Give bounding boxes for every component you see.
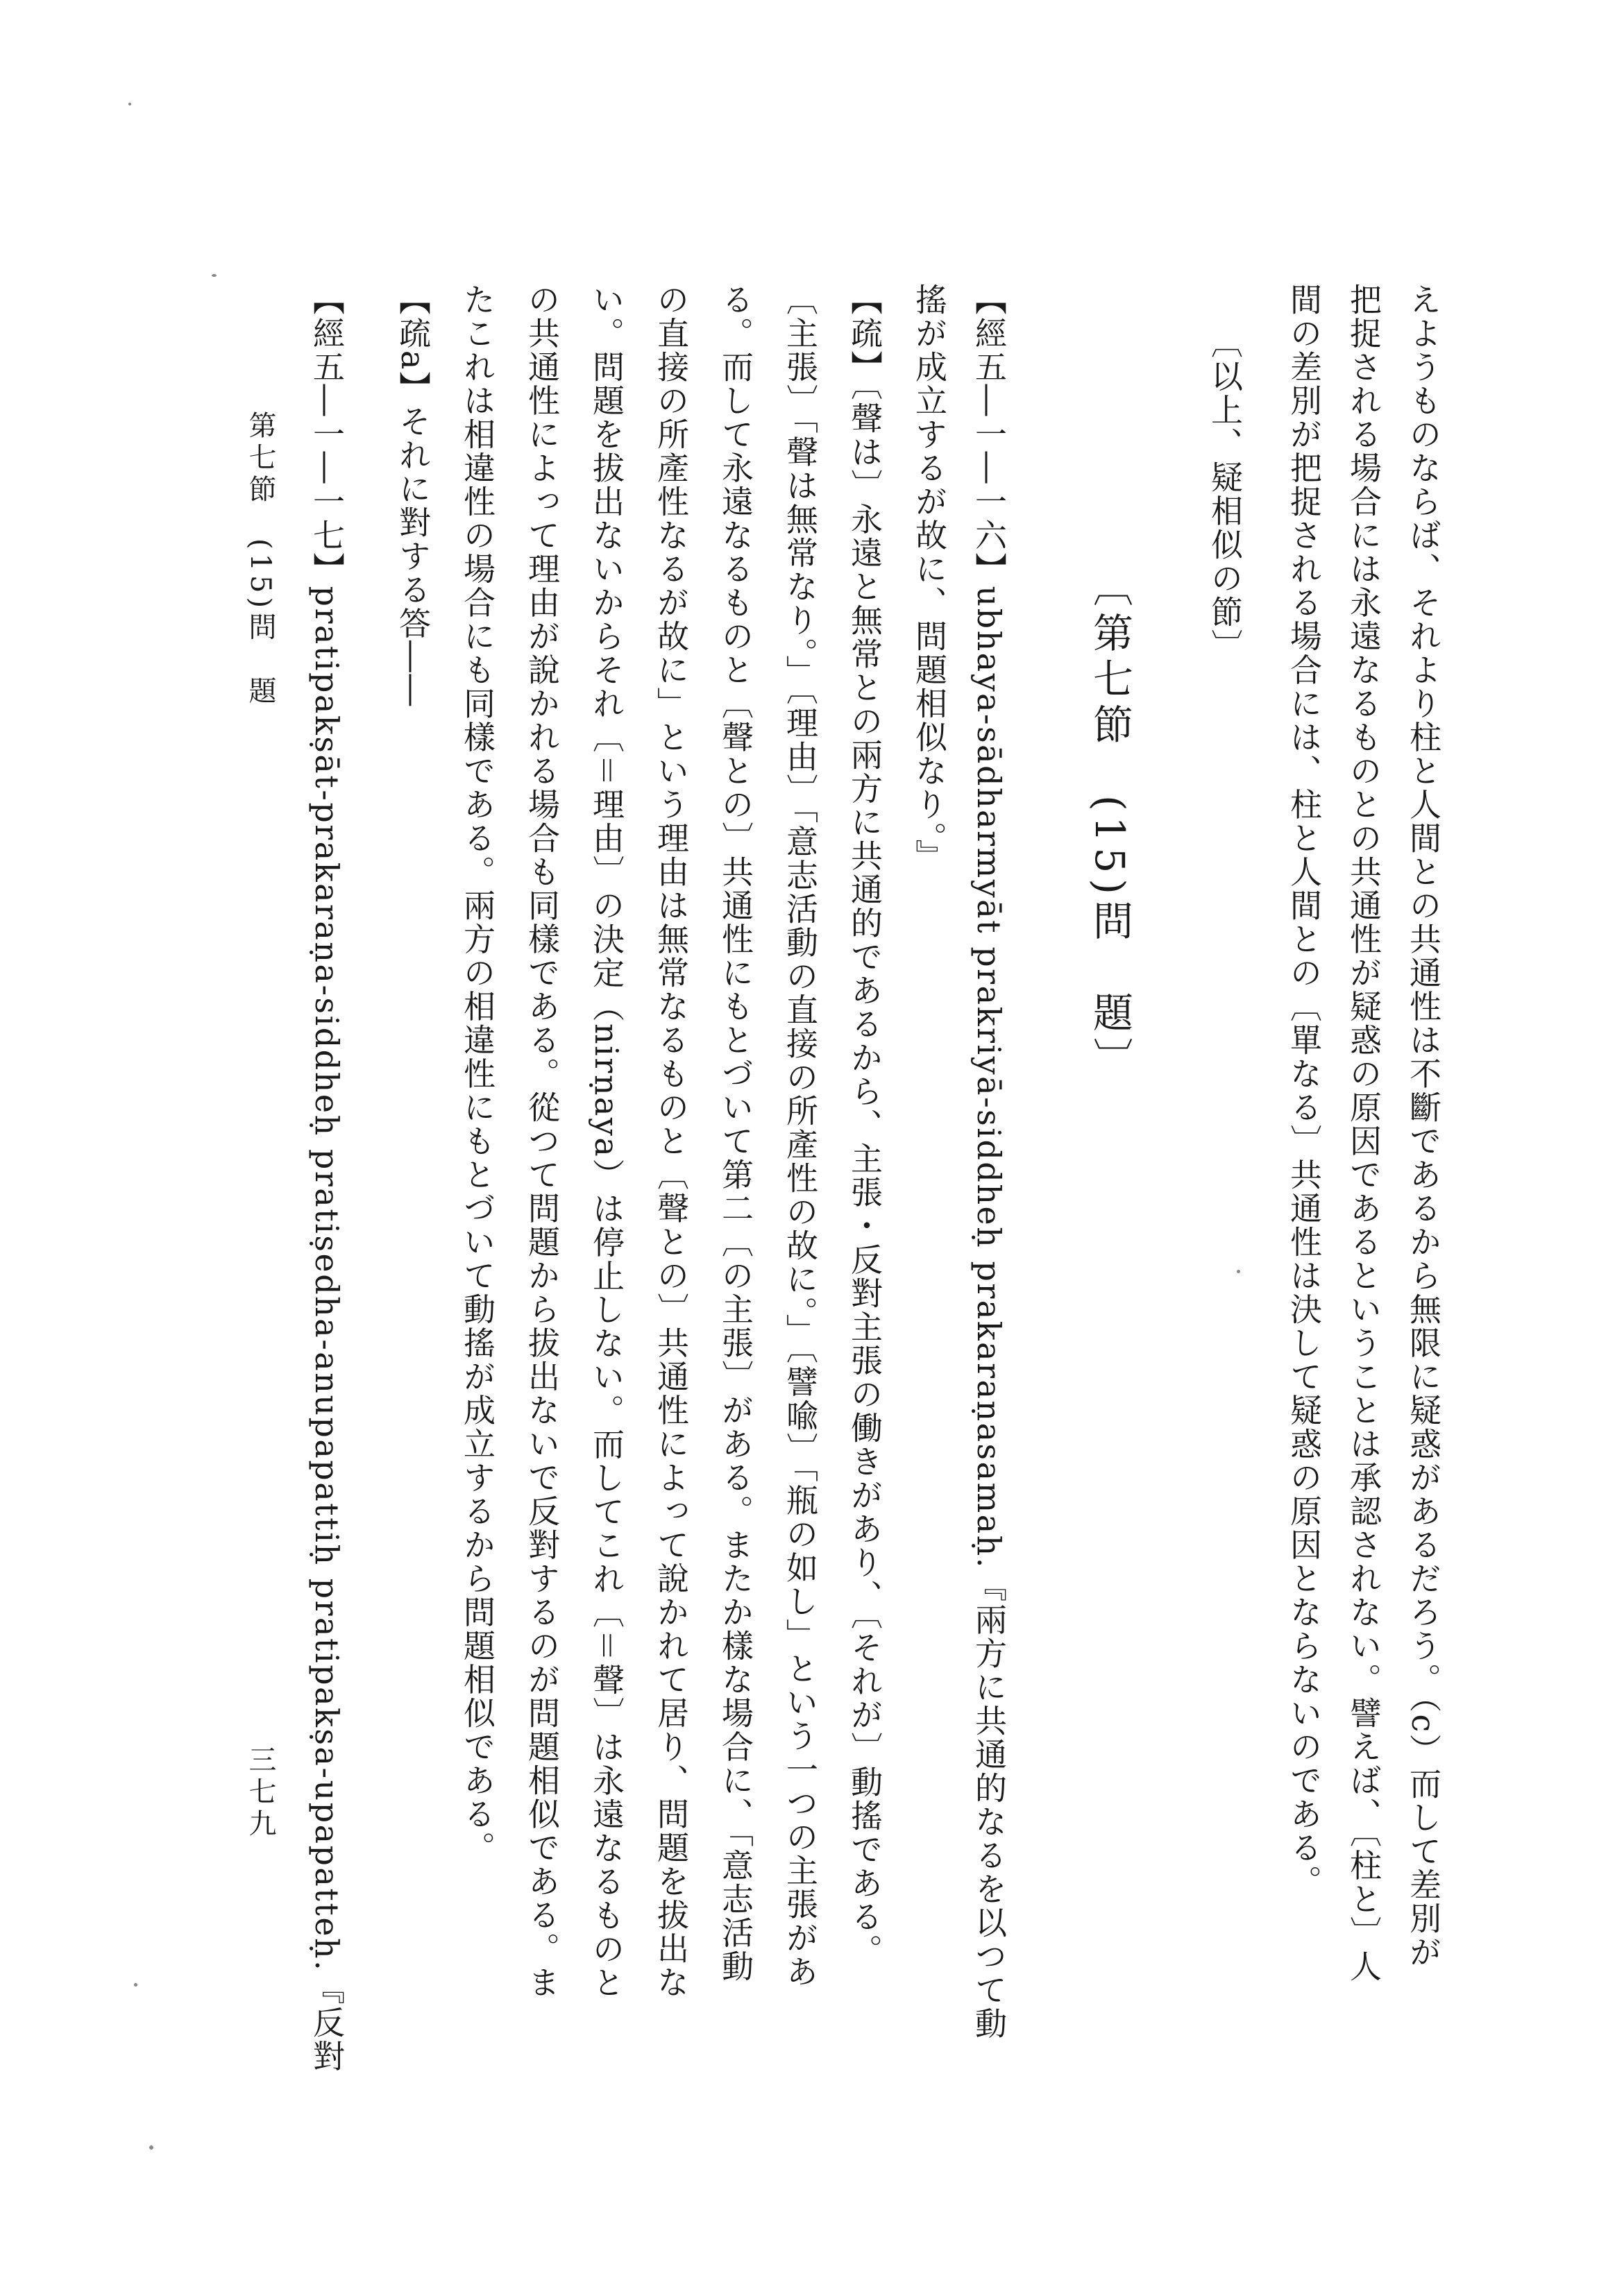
text-line-15: 【經五―一―一七】pratipakṣāt-prakaraṇa-siddheḥ pratiṣedha-anupapattiḥ pratipakṣa-upapatteḥ.『反對 [308, 283, 346, 2073]
text-line-1: えようものならば、それより柱と人間との共通性は不斷であるから無限に疑惑があるだろう。（c）而して差別が [1405, 283, 1442, 1970]
text-line-9: る。而して永遠なるものと〔聲との〕共通性にもとづいて第二〔の主張〕がある。またか樣な場合に、「意志活動 [717, 283, 754, 1984]
text-line-12: の共通性によって理由が說かれる場合も同樣である。從つて問題から拔出ないで反對するのが問題相似である。ま [523, 283, 561, 2000]
text-line-14: 【疏a】それに對する答―― [394, 283, 432, 708]
scan-speck [212, 274, 217, 277]
text-line-6: 搖が成立するが故に、問題相似なり。』 [911, 283, 948, 873]
text-line-11: い。問題を拔出ないからそれ〔＝理由〕の決定（nirṇaya）は停止しない。而してこれ〔＝聲〕は永遠なるものと [588, 283, 625, 2000]
scan-speck [134, 1983, 137, 1987]
text-line-7: 【疏】〔聲は〕永遠と無常との兩方に共通的であるから、主張・反對主張の働きがあり、〔それが〕動搖である。 [846, 283, 883, 1968]
text-line-8: 〔主張〕「聲は無常なり。」〔理由〕「意志活動の直接の所產性の故に。」〔譬喩〕「瓶の如し」という一つの主張があ [781, 283, 819, 1989]
scan-speck [128, 103, 131, 105]
text-line-10: の直接の所產性なるが故に」という理由は無常なるものと〔聲との〕共通性によって說かれて居り、問題を拔出な [652, 283, 690, 2000]
text-line-2: 把捉される場合には永遠なるものとの共通性が疑惑の原因であるということは承認されない。譬えば、〔柱と〕人 [1345, 283, 1382, 1984]
text-line-13: たこれは相違性の場合にも同樣である。兩方の相違性にもとづいて動搖が成立するから問題相似である。 [459, 283, 496, 1865]
text-line-5: 【經五―一―一六】ubhaya-sādharmyāt prakriyā-siddheḥ prakaraṇasamaḥ.『兩方に共通的なるを以つて動 [970, 283, 1008, 2041]
text-line-3: 間の差別が把捉される場合には、柱と人間との〔單なる〕共通性は決して疑惑の原因とならないのである。 [1285, 283, 1323, 1898]
page-number: 三七九 [244, 1745, 276, 1841]
running-header: 第七節 (15)問 題 [244, 411, 276, 708]
text-line-4: 〔以上、疑相似の節〕 [1206, 326, 1244, 663]
scan-speck [149, 2145, 153, 2150]
section-heading: 〔第七節 (15)問 題〕 [1086, 566, 1133, 1084]
scan-speck [1237, 1270, 1240, 1273]
